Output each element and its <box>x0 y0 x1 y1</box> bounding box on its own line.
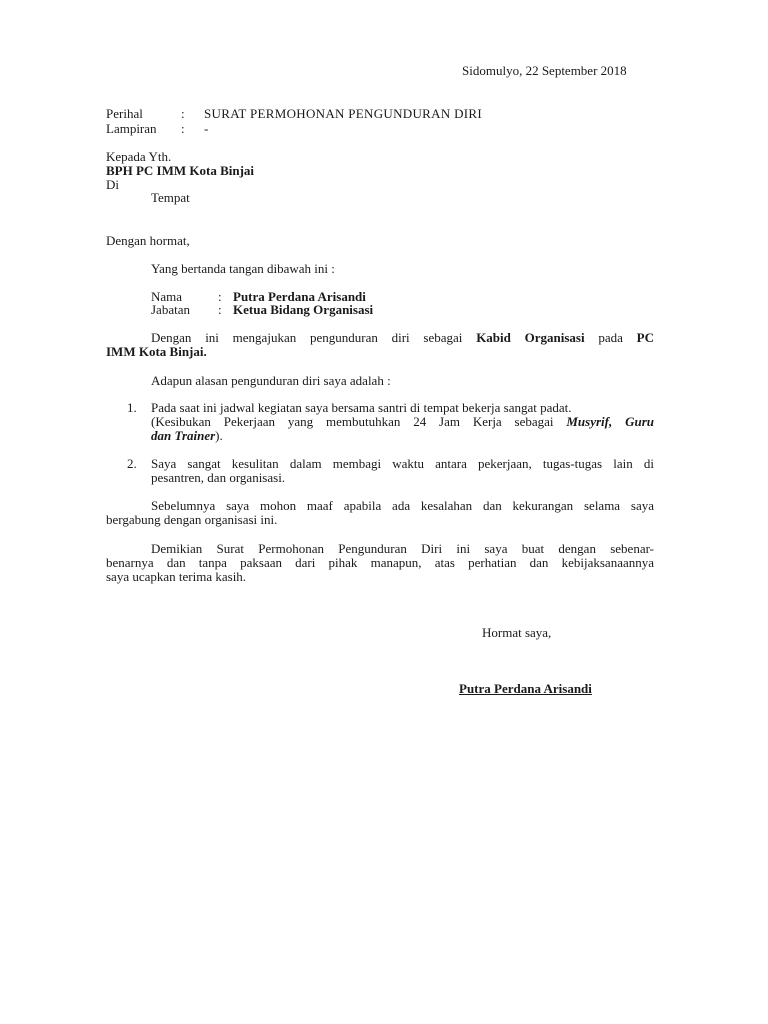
statement-text-c: pada <box>598 330 623 345</box>
reasons-intro: Adapun alasan pengunduran diri saya adalah : <box>151 373 391 388</box>
name-colon: : <box>218 289 222 304</box>
apology-line1: Sebelumnya saya mohon maaf apabila ada kesalahan dan kekurangan selama saya <box>151 498 654 513</box>
signoff: Hormat saya, <box>482 625 552 640</box>
subject-line: SURAT PERMOHONAN PENGUNDURAN DIRI <box>204 106 482 121</box>
place-date: Sidomulyo, 22 September 2018 <box>462 63 627 78</box>
closing-line2: benarnya dan tanpa paksaan dari pihak manapun, atas perhatian dan kebijaksanaannya <box>106 555 654 570</box>
recipient-salutation: Kepada Yth. <box>106 149 172 164</box>
lampiran-value: - <box>204 121 209 136</box>
reason-1-line3 <box>151 428 223 443</box>
reason-2-line1: Saya sangat kesulitan dalam membagi waktu antara pekerjaan, tugas-tugas lain di <box>151 456 654 471</box>
perihal-label: Perihal <box>106 106 143 121</box>
position-label: Jabatan <box>151 302 190 317</box>
recipient-name: BPH PC IMM Kota Binjai <box>106 163 255 178</box>
closing-line1: Demikian Surat Permohonan Pengunduran Diri ini saya buat dengan sebenar- <box>151 541 654 556</box>
recipient-di: Di <box>106 177 119 192</box>
lampiran-colon: : <box>181 121 185 136</box>
signature-name: Putra Perdana Arisandi <box>459 681 592 696</box>
reason-1-roles-end: dan Trainer <box>151 428 216 443</box>
reason-2-number: 2. <box>127 456 137 471</box>
reason-1-line2 <box>151 414 654 429</box>
recipient-place: Tempat <box>151 190 190 205</box>
statement-role: Kabid Organisasi <box>476 330 585 345</box>
statement-org-a: PC <box>636 330 655 345</box>
reason-2-line2: pesantren, dan organisasi. <box>151 470 286 485</box>
statement-line1 <box>151 330 654 345</box>
reason-1-close: ). <box>215 428 223 443</box>
reason-1-line1: Pada saat ini jadwal kegiatan saya bersama santri di tempat bekerja sangat padat. <box>151 400 572 415</box>
intro-line: Yang bertanda tangan dibawah ini : <box>151 261 335 276</box>
statement-org: IMM Kota Binjai. <box>106 344 207 359</box>
statement-text-a: Dengan ini mengajukan pengunduran diri sebagai <box>151 330 463 345</box>
greeting: Dengan hormat, <box>106 233 190 248</box>
name-value: Putra Perdana Arisandi <box>233 289 366 304</box>
position-colon: : <box>218 302 222 317</box>
reason-1-roles: Musyrif, Guru <box>566 414 654 429</box>
closing-line3: saya ucapkan terima kasih. <box>106 569 247 584</box>
apology-line2: bergabung dengan organisasi ini. <box>106 512 278 527</box>
lampiran-label: Lampiran <box>106 121 157 136</box>
reason-1-number: 1. <box>127 400 137 415</box>
name-label: Nama <box>151 289 183 304</box>
reason-1-text: (Kesibukan Pekerjaan yang membutuhkan 24 Jam Kerja sebagai <box>151 414 554 429</box>
position-value: Ketua Bidang Organisasi <box>233 302 374 317</box>
perihal-colon: : <box>181 106 185 121</box>
